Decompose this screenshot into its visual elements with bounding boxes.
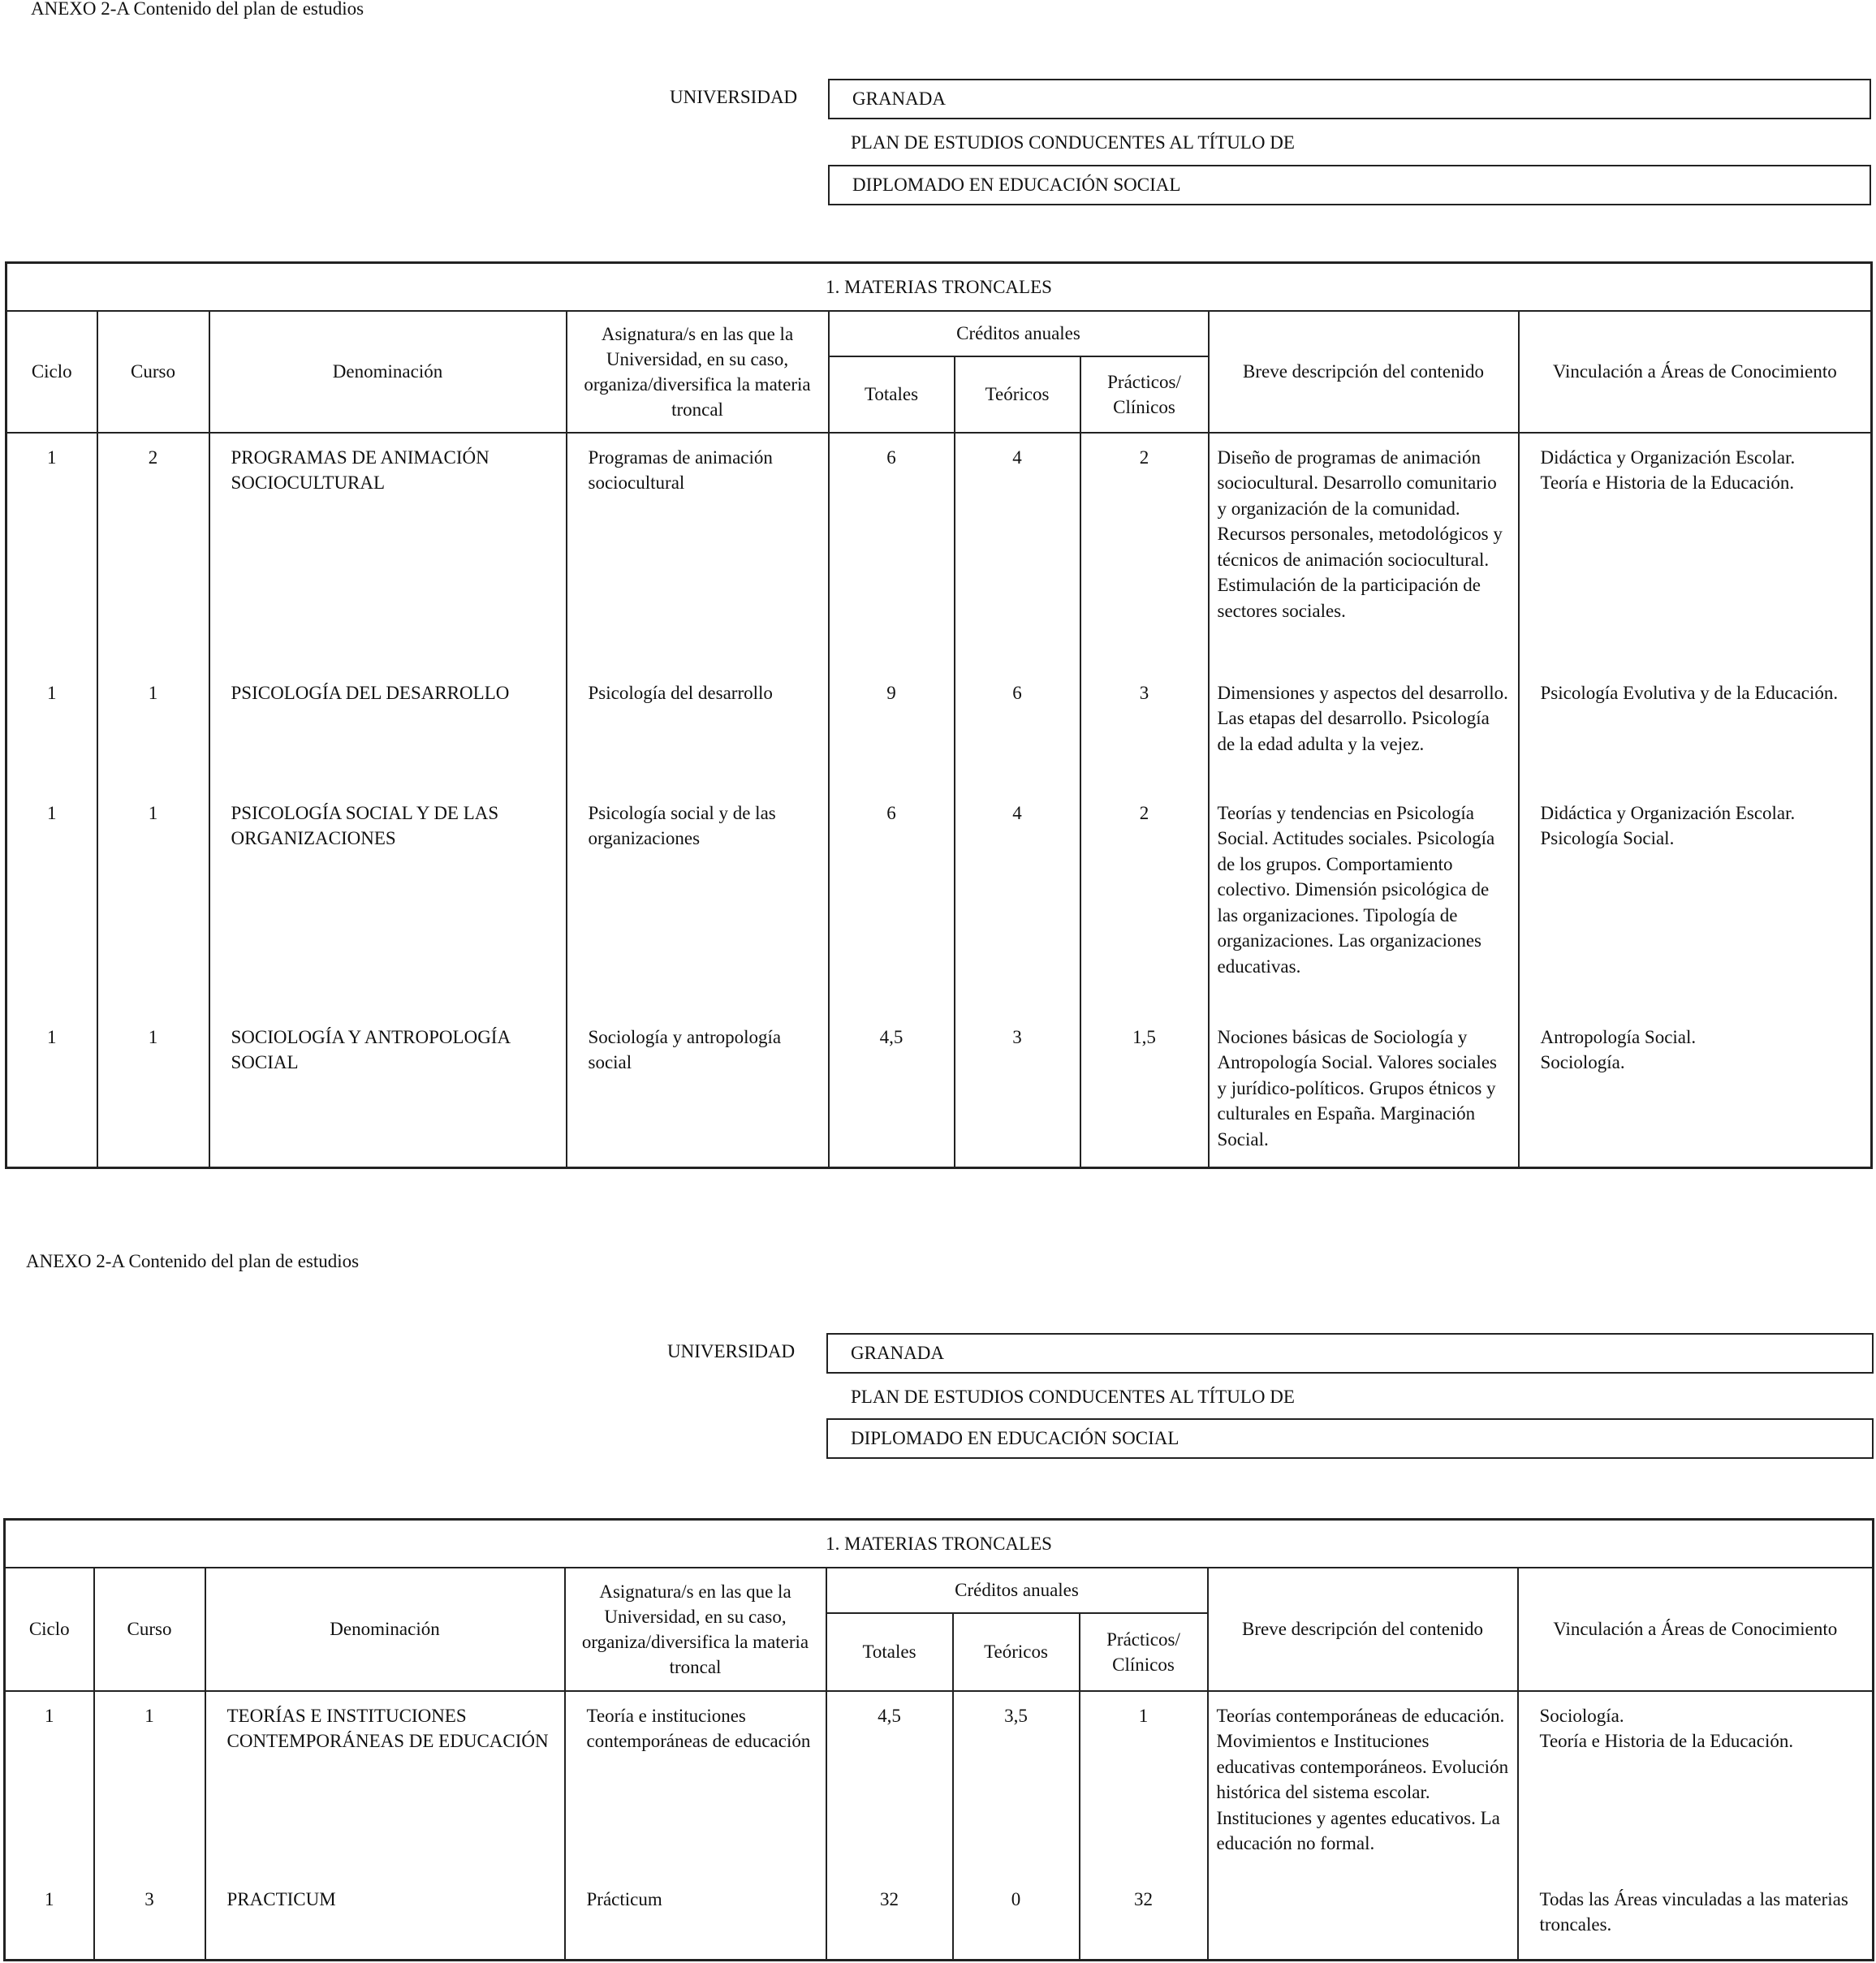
cell-totales: 32 xyxy=(826,1886,953,1961)
cell-totales: 4,5 xyxy=(826,1691,953,1886)
cell-teoricos: 0 xyxy=(953,1886,1080,1961)
header-creditos: Créditos anuales xyxy=(826,1568,1208,1613)
titulo-box: DIPLOMADO EN EDUCACIÓN SOCIAL xyxy=(826,1418,1874,1459)
cell-descripcion: Dimensiones y aspectos del desarrollo. Las etapas del desarrollo. Psicología de la edad adulta y la vejez. xyxy=(1209,680,1519,800)
cell-curso: 1 xyxy=(97,800,209,1024)
cell-teoricos: 3,5 xyxy=(953,1691,1080,1886)
cell-totales: 6 xyxy=(829,433,955,680)
cell-ciclo: 1 xyxy=(5,1886,94,1961)
cell-asignatura: Teoría e instituciones contemporáneas de educación xyxy=(565,1691,826,1886)
table-row xyxy=(6,1024,1872,1168)
header-totales: Totales xyxy=(826,1613,953,1691)
header-denominacion: Denominación xyxy=(209,311,567,433)
cell-teoricos: 4 xyxy=(955,433,1080,680)
cell-asignatura: Psicología social y de las organizaciones xyxy=(567,800,829,1024)
header-descripcion: Breve descripción del contenido xyxy=(1208,1568,1518,1691)
cell-practicos: 3 xyxy=(1080,680,1209,800)
cell-denominacion: PSICOLOGÍA SOCIAL Y DE LAS ORGANIZACIONES xyxy=(209,800,567,1024)
table-row xyxy=(6,800,1872,1024)
cell-descripcion xyxy=(1208,1886,1518,1961)
cell-descripcion: Teorías contemporáneas de educación. Movimientos e Instituciones educativas contemporáneos. Evolución histórica del sistema escolar. Instituciones y agentes educativos. La educación no formal. xyxy=(1208,1691,1518,1886)
universidad-label: UNIVERSIDAD xyxy=(667,1341,796,1361)
header-totales: Totales xyxy=(829,356,955,433)
cell-denominacion: SOCIOLOGÍA Y ANTROPOLOGÍA SOCIAL xyxy=(209,1024,567,1168)
annex-title: ANEXO 2-A Contenido del plan de estudios xyxy=(26,1251,360,1271)
header-ciclo: Ciclo xyxy=(5,1568,94,1691)
cell-curso: 3 xyxy=(94,1886,205,1961)
annex-title: ANEXO 2-A Contenido del plan de estudios xyxy=(31,0,364,19)
cell-ciclo: 1 xyxy=(6,680,97,800)
cell-practicos: 2 xyxy=(1080,433,1209,680)
cell-denominacion: PRACTICUM xyxy=(205,1886,565,1961)
cell-vinculacion: Todas las Áreas vinculadas a las materias troncales. xyxy=(1518,1886,1874,1961)
cell-teoricos: 4 xyxy=(955,800,1080,1024)
cell-practicos: 32 xyxy=(1080,1886,1208,1961)
cell-vinculacion: Didáctica y Organización Escolar. Psicología Social. xyxy=(1519,800,1872,1024)
cell-vinculacion: Didáctica y Organización Escolar. Teoría e Historia de la Educación. xyxy=(1519,433,1872,680)
table-row xyxy=(6,433,1872,680)
cell-descripcion: Nociones básicas de Sociología y Antropología Social. Valores sociales y jurídico-políticos. Grupos étnicos y culturales en España. Marginación Social. xyxy=(1209,1024,1519,1168)
header-denominacion: Denominación xyxy=(205,1568,565,1691)
cell-ciclo: 1 xyxy=(6,1024,97,1168)
cell-curso: 2 xyxy=(97,433,209,680)
titulo-box: DIPLOMADO EN EDUCACIÓN SOCIAL xyxy=(828,165,1871,205)
cell-descripcion: Diseño de programas de animación sociocultural. Desarrollo comunitario y organización de la comunidad. Recursos personales, metodológicos y técnicos de animación sociocultural. Estimulación de la participación de sectores sociales. xyxy=(1209,433,1519,680)
header-practicos: Prácticos/ Clínicos xyxy=(1080,1613,1208,1691)
header-practicos: Prácticos/ Clínicos xyxy=(1080,356,1209,433)
universidad-box: GRANADA xyxy=(826,1333,1874,1374)
cell-teoricos: 6 xyxy=(955,680,1080,800)
cell-totales: 4,5 xyxy=(829,1024,955,1168)
header-asignatura: Asignatura/s en las que la Universidad, en su caso, organiza/diversifica la materia troncal xyxy=(565,1568,826,1691)
cell-practicos: 1 xyxy=(1080,1691,1208,1886)
cell-vinculacion: Psicología Evolutiva y de la Educación. xyxy=(1519,680,1872,800)
cell-curso: 1 xyxy=(94,1691,205,1886)
universidad-label: UNIVERSIDAD xyxy=(670,87,798,107)
cell-curso: 1 xyxy=(97,1024,209,1168)
cell-ciclo: 1 xyxy=(6,800,97,1024)
cell-ciclo: 1 xyxy=(5,1691,94,1886)
cell-vinculacion: Antropología Social. Sociología. xyxy=(1519,1024,1872,1168)
cell-asignatura: Prácticum xyxy=(565,1886,826,1961)
header-teoricos: Teóricos xyxy=(953,1613,1080,1691)
materias-table xyxy=(5,261,1873,1169)
header-curso: Curso xyxy=(97,311,209,433)
cell-asignatura: Programas de animación sociocultural xyxy=(567,433,829,680)
section-title: 1. MATERIAS TRONCALES xyxy=(5,1520,1874,1568)
cell-denominacion: PROGRAMAS DE ANIMACIÓN SOCIOCULTURAL xyxy=(209,433,567,680)
header-teoricos: Teóricos xyxy=(955,356,1080,433)
cell-vinculacion: Sociología. Teoría e Historia de la Educación. xyxy=(1518,1691,1874,1886)
cell-descripcion: Teorías y tendencias en Psicología Social. Actitudes sociales. Psicología de los grupos. Comportamiento colectivo. Dimensión psicológica de las organizaciones. Tipología de organizaciones. Las organizaciones educativas. xyxy=(1209,800,1519,1024)
cell-totales: 9 xyxy=(829,680,955,800)
cell-practicos: 2 xyxy=(1080,800,1209,1024)
table-row xyxy=(5,1691,1874,1886)
header-asignatura: Asignatura/s en las que la Universidad, en su caso, organiza/diversifica la materia troncal xyxy=(567,311,829,433)
header-descripcion: Breve descripción del contenido xyxy=(1209,311,1519,433)
cell-asignatura: Psicología del desarrollo xyxy=(567,680,829,800)
header-ciclo: Ciclo xyxy=(6,311,97,433)
table-row xyxy=(6,680,1872,800)
section-title: 1. MATERIAS TRONCALES xyxy=(6,263,1872,311)
cell-teoricos: 3 xyxy=(955,1024,1080,1168)
cell-denominacion: PSICOLOGÍA DEL DESARROLLO xyxy=(209,680,567,800)
header-vinculacion: Vinculación a Áreas de Conocimiento xyxy=(1518,1568,1874,1691)
table-row xyxy=(5,1886,1874,1961)
cell-totales: 6 xyxy=(829,800,955,1024)
cell-ciclo: 1 xyxy=(6,433,97,680)
plan-line: PLAN DE ESTUDIOS CONDUCENTES AL TÍTULO DE xyxy=(851,132,1295,153)
plan-line: PLAN DE ESTUDIOS CONDUCENTES AL TÍTULO DE xyxy=(851,1387,1295,1407)
cell-asignatura: Sociología y antropología social xyxy=(567,1024,829,1168)
cell-curso: 1 xyxy=(97,680,209,800)
header-vinculacion: Vinculación a Áreas de Conocimiento xyxy=(1519,311,1872,433)
header-curso: Curso xyxy=(94,1568,205,1691)
cell-denominacion: TEORÍAS E INSTITUCIONES CONTEMPORÁNEAS DE EDUCACIÓN xyxy=(205,1691,565,1886)
header-creditos: Créditos anuales xyxy=(829,311,1209,356)
materias-table xyxy=(3,1518,1874,1961)
cell-practicos: 1,5 xyxy=(1080,1024,1209,1168)
universidad-box: GRANADA xyxy=(828,79,1871,119)
